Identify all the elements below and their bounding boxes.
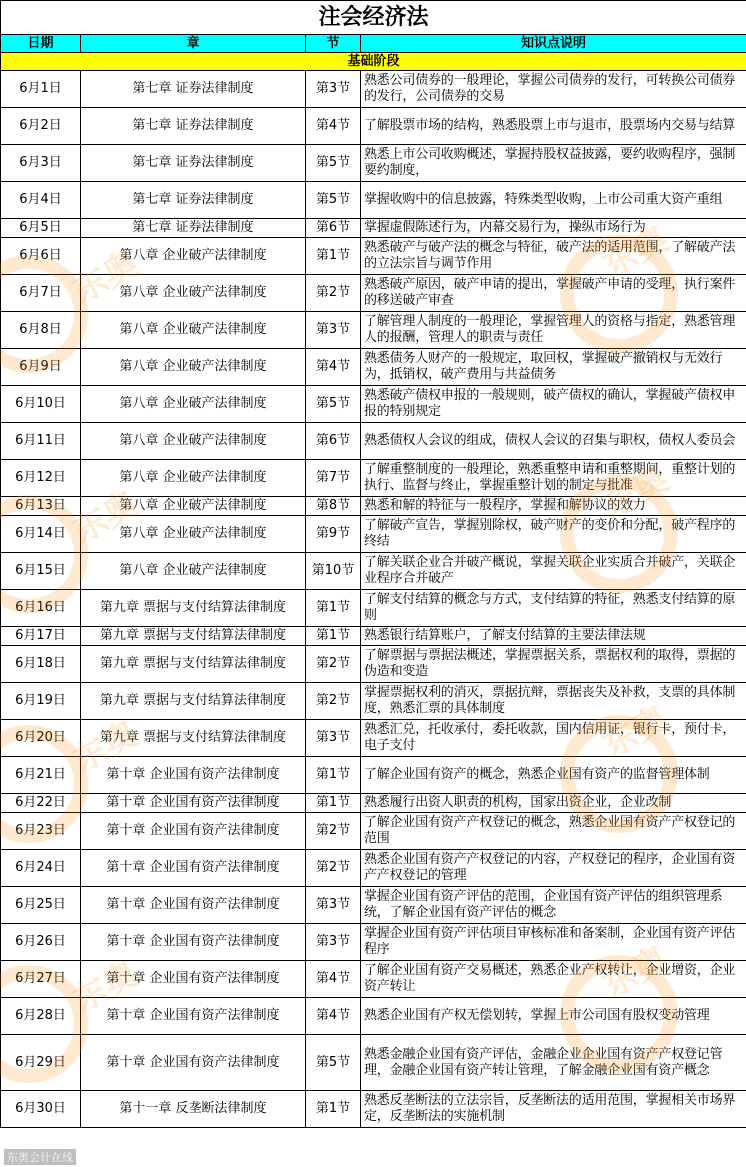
- row-notes: 了解支付结算的概念与方式，支付结算的特征，熟悉支付结算的原则: [361, 590, 746, 627]
- row-date: 6月27日: [1, 961, 81, 998]
- row-date: 6月3日: [1, 145, 81, 182]
- row-section: 第5节: [306, 182, 361, 219]
- row-chapter: 第八章 企业破产法律制度: [81, 275, 306, 312]
- row-date: 6月2日: [1, 108, 81, 145]
- row-notes: 掌握企业国有资产评估的范围，企业国有资产评估的组织管理系统，了解企业国有资产评估的概念: [361, 887, 746, 924]
- row-chapter: 第九章 票据与支付结算法律制度: [81, 627, 306, 646]
- table-row: [1, 460, 746, 497]
- row-chapter: 第八章 企业破产法律制度: [81, 386, 306, 423]
- footer-watermark: 东奥会计在线: [4, 1149, 76, 1165]
- table-row: [1, 349, 746, 386]
- row-date: 6月12日: [1, 460, 81, 497]
- row-date: 6月26日: [1, 924, 81, 961]
- row-section: 第1节: [306, 590, 361, 627]
- table-row: [1, 757, 746, 794]
- header-chapter: 章: [81, 35, 306, 53]
- row-section: 第1节: [306, 627, 361, 646]
- row-chapter: 第七章 证券法律制度: [81, 219, 306, 238]
- row-section: 第4节: [306, 998, 361, 1035]
- row-section: 第3节: [306, 71, 361, 108]
- row-notes: 熟悉金融企业国有资产评估，金融企业企业国有资产产权登记管理，金融企业国有资产转让管理，了解金融企业国有资产概念: [361, 1035, 746, 1091]
- row-chapter: 第八章 企业破产法律制度: [81, 553, 306, 590]
- row-notes: 熟悉破产债权申报的一般规则，破产债权的确认，掌握破产债权申报的特别规定: [361, 386, 746, 423]
- header-notes: 知识点说明: [361, 35, 746, 53]
- row-chapter: 第七章 证券法律制度: [81, 182, 306, 219]
- table-row: [1, 961, 746, 998]
- watermark: 东奥: [66, 243, 146, 312]
- row-date: 6月22日: [1, 794, 81, 813]
- row-notes: 熟悉债务人财产的一般规定，取回权，掌握破产撤销权与无效行为，抵销权，破产费用与共益债务: [361, 349, 746, 386]
- row-chapter: 第八章 企业破产法律制度: [81, 516, 306, 553]
- row-date: 6月10日: [1, 386, 81, 423]
- row-notes: 了解管理人制度的一般理论，掌握管理人的资格与指定，熟悉管理人的报酬，管理人的职责与责任: [361, 312, 746, 349]
- table-row: [1, 423, 746, 460]
- phase-label: 基础阶段: [1, 53, 746, 71]
- table-row: [1, 794, 746, 813]
- row-section: 第10节: [306, 553, 361, 590]
- table-row: [1, 627, 746, 646]
- row-chapter: 第八章 企业破产法律制度: [81, 423, 306, 460]
- table-row: [1, 182, 746, 219]
- row-date: 6月7日: [1, 275, 81, 312]
- row-date: 6月25日: [1, 887, 81, 924]
- row-section: 第9节: [306, 516, 361, 553]
- row-notes: 了解重整制度的一般理论，熟悉重整申请和重整期间，重整计划的执行、监督与终止，掌握重整计划的制定与批准: [361, 460, 746, 497]
- row-chapter: 第九章 票据与支付结算法律制度: [81, 590, 306, 627]
- row-notes: 了解企业国有资产的概念，熟悉企业国有资产的监督管理体制: [361, 757, 746, 794]
- table-row: [1, 516, 746, 553]
- row-date: 6月20日: [1, 720, 81, 757]
- phase-row: [1, 53, 746, 71]
- table-row: [1, 312, 746, 349]
- row-date: 6月5日: [1, 219, 81, 238]
- row-section: 第6节: [306, 219, 361, 238]
- row-section: 第8节: [306, 497, 361, 516]
- header-section: 节: [306, 35, 361, 53]
- row-section: 第5节: [306, 145, 361, 182]
- row-chapter: 第十章 企业国有资产法律制度: [81, 813, 306, 850]
- table-row: [1, 386, 746, 423]
- watermark: 东奥: [596, 218, 676, 287]
- watermark: 东奥: [596, 698, 676, 767]
- row-date: 6月1日: [1, 71, 81, 108]
- header-date: 日期: [1, 35, 81, 53]
- watermark: 东奥: [66, 483, 146, 552]
- table-row: [1, 275, 746, 312]
- row-date: 6月24日: [1, 850, 81, 887]
- watermark: 东奥: [596, 458, 676, 527]
- row-notes: 熟悉企业国有资产产权登记的内容，产权登记的程序，企业国有资产产权登记的管理: [361, 850, 746, 887]
- row-notes: 了解关联企业合并破产概说，掌握关联企业实质合并破产，关联企业程序合并破产: [361, 553, 746, 590]
- row-section: 第3节: [306, 720, 361, 757]
- row-date: 6月30日: [1, 1091, 81, 1128]
- row-notes: 掌握企业国有资产评估项目审核标准和备案制，企业国有资产评估程序: [361, 924, 746, 961]
- row-chapter: 第十一章 反垄断法律制度: [81, 1091, 306, 1128]
- row-section: 第4节: [306, 349, 361, 386]
- table-row: [1, 998, 746, 1035]
- row-chapter: 第九章 票据与支付结算法律制度: [81, 646, 306, 683]
- row-notes: 熟悉破产原因，破产申请的提出，掌握破产申请的受理，执行案件的移送破产审查: [361, 275, 746, 312]
- row-notes: 了解破产宣告，掌握别除权，破产财产的变价和分配，破产程序的终结: [361, 516, 746, 553]
- header-row: [1, 35, 746, 53]
- row-section: 第2节: [306, 275, 361, 312]
- row-chapter: 第八章 企业破产法律制度: [81, 497, 306, 516]
- row-date: 6月14日: [1, 516, 81, 553]
- table-row: [1, 720, 746, 757]
- row-chapter: 第十章 企业国有资产法律制度: [81, 998, 306, 1035]
- row-chapter: 第七章 证券法律制度: [81, 71, 306, 108]
- row-date: 6月6日: [1, 238, 81, 275]
- row-date: 6月23日: [1, 813, 81, 850]
- table-row: [1, 850, 746, 887]
- row-chapter: 第十章 企业国有资产法律制度: [81, 924, 306, 961]
- row-section: 第2节: [306, 850, 361, 887]
- page-title: 注会经济法: [1, 1, 746, 35]
- row-chapter: 第十章 企业国有资产法律制度: [81, 850, 306, 887]
- row-section: 第7节: [306, 460, 361, 497]
- row-date: 6月8日: [1, 312, 81, 349]
- row-date: 6月16日: [1, 590, 81, 627]
- row-notes: 熟悉破产与破产法的概念与特征，破产法的适用范围，了解破产法的立法宗旨与调节作用: [361, 238, 746, 275]
- row-chapter: 第七章 证券法律制度: [81, 108, 306, 145]
- table-row: [1, 924, 746, 961]
- table-row: [1, 887, 746, 924]
- row-section: 第3节: [306, 924, 361, 961]
- row-date: 6月13日: [1, 497, 81, 516]
- row-date: 6月18日: [1, 646, 81, 683]
- row-section: 第2节: [306, 813, 361, 850]
- row-section: 第4节: [306, 961, 361, 998]
- row-section: 第1节: [306, 1091, 361, 1128]
- row-chapter: 第九章 票据与支付结算法律制度: [81, 720, 306, 757]
- row-date: 6月4日: [1, 182, 81, 219]
- row-notes: 了解票据与票据法概述，掌握票据关系，票据权利的取得，票据的伪造和变造: [361, 646, 746, 683]
- table-row: [1, 238, 746, 275]
- row-section: 第1节: [306, 794, 361, 813]
- table-row: [1, 1035, 746, 1091]
- row-notes: 掌握票据权利的消灭，票据抗辩，票据丧失及补救，支票的具体制度，熟悉汇票的具体制度: [361, 683, 746, 720]
- row-notes: 熟悉上市公司收购概述，掌握持股权益披露，要约收购程序，强制要约制度，: [361, 145, 746, 182]
- row-chapter: 第十章 企业国有资产法律制度: [81, 887, 306, 924]
- table-row: [1, 683, 746, 720]
- row-notes: 熟悉汇兑，托收承付，委托收款，国内信用证，银行卡，预付卡，电子支付: [361, 720, 746, 757]
- row-notes: 熟悉银行结算账户，了解支付结算的主要法律法规: [361, 627, 746, 646]
- row-section: 第4节: [306, 108, 361, 145]
- watermark: 东奥: [596, 938, 676, 1007]
- row-chapter: 第八章 企业破产法律制度: [81, 460, 306, 497]
- table-row: [1, 71, 746, 108]
- row-notes: 掌握虚假陈述行为，内幕交易行为，操纵市场行为: [361, 219, 746, 238]
- row-date: 6月19日: [1, 683, 81, 720]
- table-row: [1, 590, 746, 627]
- row-section: 第1节: [306, 238, 361, 275]
- row-section: 第2节: [306, 646, 361, 683]
- row-section: 第3节: [306, 312, 361, 349]
- row-date: 6月11日: [1, 423, 81, 460]
- row-date: 6月28日: [1, 998, 81, 1035]
- row-notes: 了解企业国有资产产权登记的概念，熟悉企业国有资产产权登记的范围: [361, 813, 746, 850]
- table-row: [1, 646, 746, 683]
- row-section: 第1节: [306, 757, 361, 794]
- table-row: [1, 1091, 746, 1128]
- row-chapter: 第十章 企业国有资产法律制度: [81, 794, 306, 813]
- table-row: [1, 813, 746, 850]
- table-row: [1, 219, 746, 238]
- row-chapter: 第八章 企业破产法律制度: [81, 349, 306, 386]
- row-chapter: 第七章 证券法律制度: [81, 145, 306, 182]
- row-chapter: 第九章 票据与支付结算法律制度: [81, 683, 306, 720]
- row-notes: 熟悉债权人会议的组成，债权人会议的召集与职权，债权人委员会: [361, 423, 746, 460]
- row-section: 第5节: [306, 386, 361, 423]
- row-section: 第3节: [306, 887, 361, 924]
- row-chapter: 第十章 企业国有资产法律制度: [81, 961, 306, 998]
- row-section: 第2节: [306, 683, 361, 720]
- title-row: [1, 1, 746, 35]
- row-notes: 熟悉履行出资人职责的机构，国家出资企业，企业改制: [361, 794, 746, 813]
- row-notes: 熟悉反垄断法的立法宗旨，反垄断法的适用范围，掌握相关市场界定，反垄断法的实施机制: [361, 1091, 746, 1128]
- row-notes: 了解股票市场的结构，熟悉股票上市与退市，股票场内交易与结算: [361, 108, 746, 145]
- table-row: [1, 145, 746, 182]
- row-chapter: 第八章 企业破产法律制度: [81, 312, 306, 349]
- row-date: 6月17日: [1, 627, 81, 646]
- row-chapter: 第十章 企业国有资产法律制度: [81, 757, 306, 794]
- watermark: 东奥: [66, 713, 146, 782]
- table-row: [1, 497, 746, 516]
- table-row: [1, 108, 746, 145]
- row-notes: 熟悉和解的特征与一般程序，掌握和解协议的效力: [361, 497, 746, 516]
- row-date: 6月15日: [1, 553, 81, 590]
- row-chapter: 第十章 企业国有资产法律制度: [81, 1035, 306, 1091]
- row-notes: 了解企业国有资产交易概述，熟悉企业产权转让，企业增资，企业资产转让: [361, 961, 746, 998]
- row-date: 6月9日: [1, 349, 81, 386]
- row-chapter: 第八章 企业破产法律制度: [81, 238, 306, 275]
- row-section: 第5节: [306, 1035, 361, 1091]
- row-notes: 熟悉企业国有产权无偿划转，掌握上市公司国有股权变动管理: [361, 998, 746, 1035]
- row-date: 6月21日: [1, 757, 81, 794]
- table-row: [1, 553, 746, 590]
- row-notes: 熟悉公司债券的一般理论，掌握公司债券的发行，可转换公司债券的发行，公司债券的交易: [361, 71, 746, 108]
- watermark: 东奥: [66, 953, 146, 1022]
- row-date: 6月29日: [1, 1035, 81, 1091]
- row-notes: 掌握收购中的信息披露，特殊类型收购，上市公司重大资产重组: [361, 182, 746, 219]
- row-section: 第6节: [306, 423, 361, 460]
